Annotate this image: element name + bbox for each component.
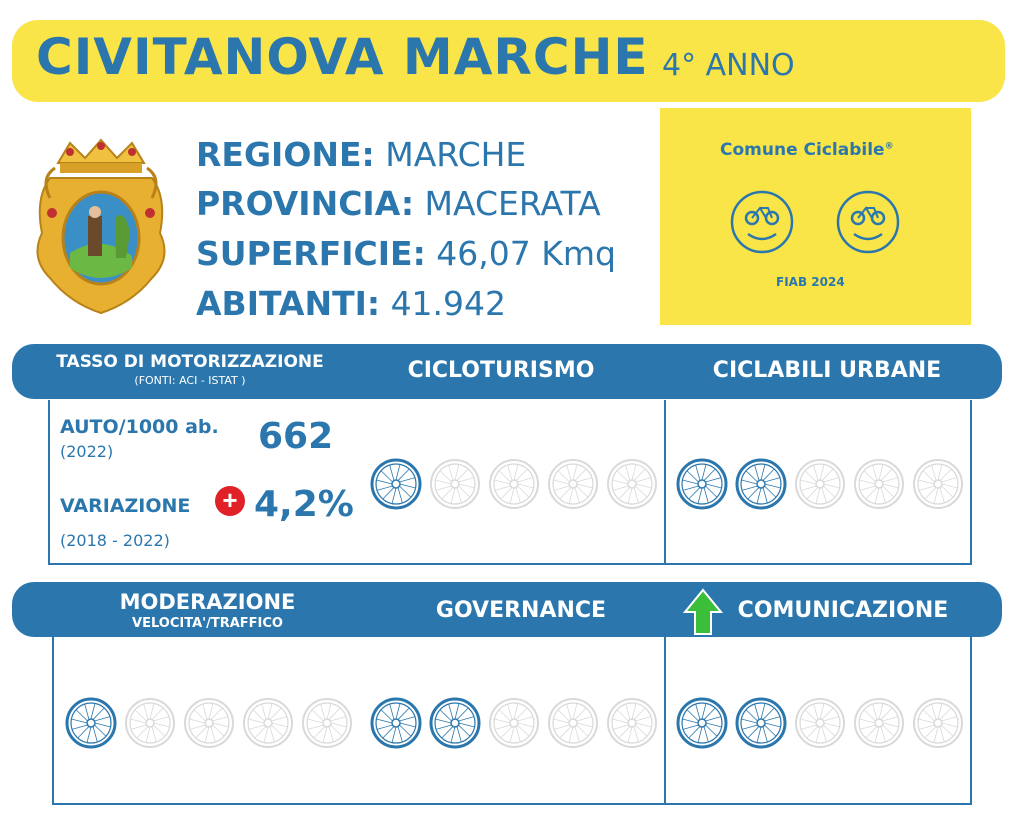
governance-title: GOVERNANCE (435, 598, 607, 623)
bicycle-wheel-icon-inactive (793, 457, 847, 511)
plus-badge-icon: + (215, 486, 245, 516)
comune-ciclabile-badge (660, 108, 971, 325)
moderazione-rating (64, 696, 354, 750)
bicycle-wheel-icon-inactive (546, 457, 600, 511)
bicycle-wheel-icon-active (369, 457, 423, 511)
variation-period: (2018 - 2022) (60, 531, 170, 550)
cicloturismo-title: CICLOTURISMO (407, 358, 595, 383)
badge-title: Comune Ciclabile® (720, 140, 894, 160)
bicycle-wheel-icon-inactive (911, 696, 965, 750)
bicycle-wheel-icon-inactive (605, 696, 659, 750)
up-arrow-icon (683, 588, 723, 636)
motorization-title: TASSO DI MOTORIZZAZIONE (56, 352, 324, 372)
info-regione: REGIONE: MARCHE (196, 135, 527, 174)
comunicazione-rating (675, 696, 965, 750)
bicycle-wheel-icon-active (734, 696, 788, 750)
comunicazione-title: COMUNICAZIONE (737, 598, 949, 623)
city-crest-icon (30, 138, 172, 318)
cicloturismo-rating (369, 457, 659, 511)
bicycle-wheel-icon-inactive (546, 696, 600, 750)
bicycle-wheel-icon-active (369, 696, 423, 750)
ciclabili-rating (675, 457, 965, 511)
bicycle-wheel-icon-active (675, 457, 729, 511)
bicycle-wheel-icon-inactive (852, 457, 906, 511)
info-provincia: PROVINCIA: MACERATA (196, 184, 601, 223)
bicycle-wheel-icon-inactive (911, 457, 965, 511)
edition-year: 4° ANNO (662, 48, 795, 83)
bicycle-wheel-icon-inactive (605, 457, 659, 511)
bicycle-wheel-icon-active (675, 696, 729, 750)
info-abitanti: ABITANTI: 41.942 (196, 284, 507, 323)
city-name: CIVITANOVA MARCHE (36, 28, 649, 86)
bicycle-wheel-icon-inactive (487, 696, 541, 750)
bicycle-wheel-icon-inactive (487, 457, 541, 511)
auto-value: 662 (258, 416, 334, 457)
moderazione-subtitle: VELOCITA'/TRAFFICO (132, 616, 283, 631)
bicycle-wheel-icon-active (64, 696, 118, 750)
moderazione-title: MODERAZIONE (119, 590, 296, 614)
badge-footer: FIAB 2024 (776, 275, 845, 289)
governance-rating (369, 696, 659, 750)
ciclabili-title: CICLABILI URBANE (712, 358, 942, 383)
bicycle-wheel-icon-inactive (123, 696, 177, 750)
variation-value: 4,2% (254, 484, 354, 525)
auto-year: (2022) (60, 442, 114, 461)
motorization-source: (FONTI: ACI - ISTAT ) (134, 374, 246, 387)
bicycle-wheel-icon-inactive (852, 696, 906, 750)
bicycle-wheel-icon-inactive (428, 457, 482, 511)
bicycle-wheel-icon-active (734, 457, 788, 511)
bike-smiley-icon (730, 190, 794, 254)
bicycle-wheel-icon-inactive (300, 696, 354, 750)
bicycle-wheel-icon-inactive (241, 696, 295, 750)
variation-label: VARIAZIONE (60, 495, 191, 517)
info-superficie: SUPERFICIE: 46,07 Kmq (196, 234, 616, 273)
auto-label: AUTO/1000 ab. (60, 416, 219, 438)
bike-smiley-icon (836, 190, 900, 254)
bicycle-wheel-icon-inactive (182, 696, 236, 750)
bicycle-wheel-icon-inactive (793, 696, 847, 750)
bicycle-wheel-icon-active (428, 696, 482, 750)
